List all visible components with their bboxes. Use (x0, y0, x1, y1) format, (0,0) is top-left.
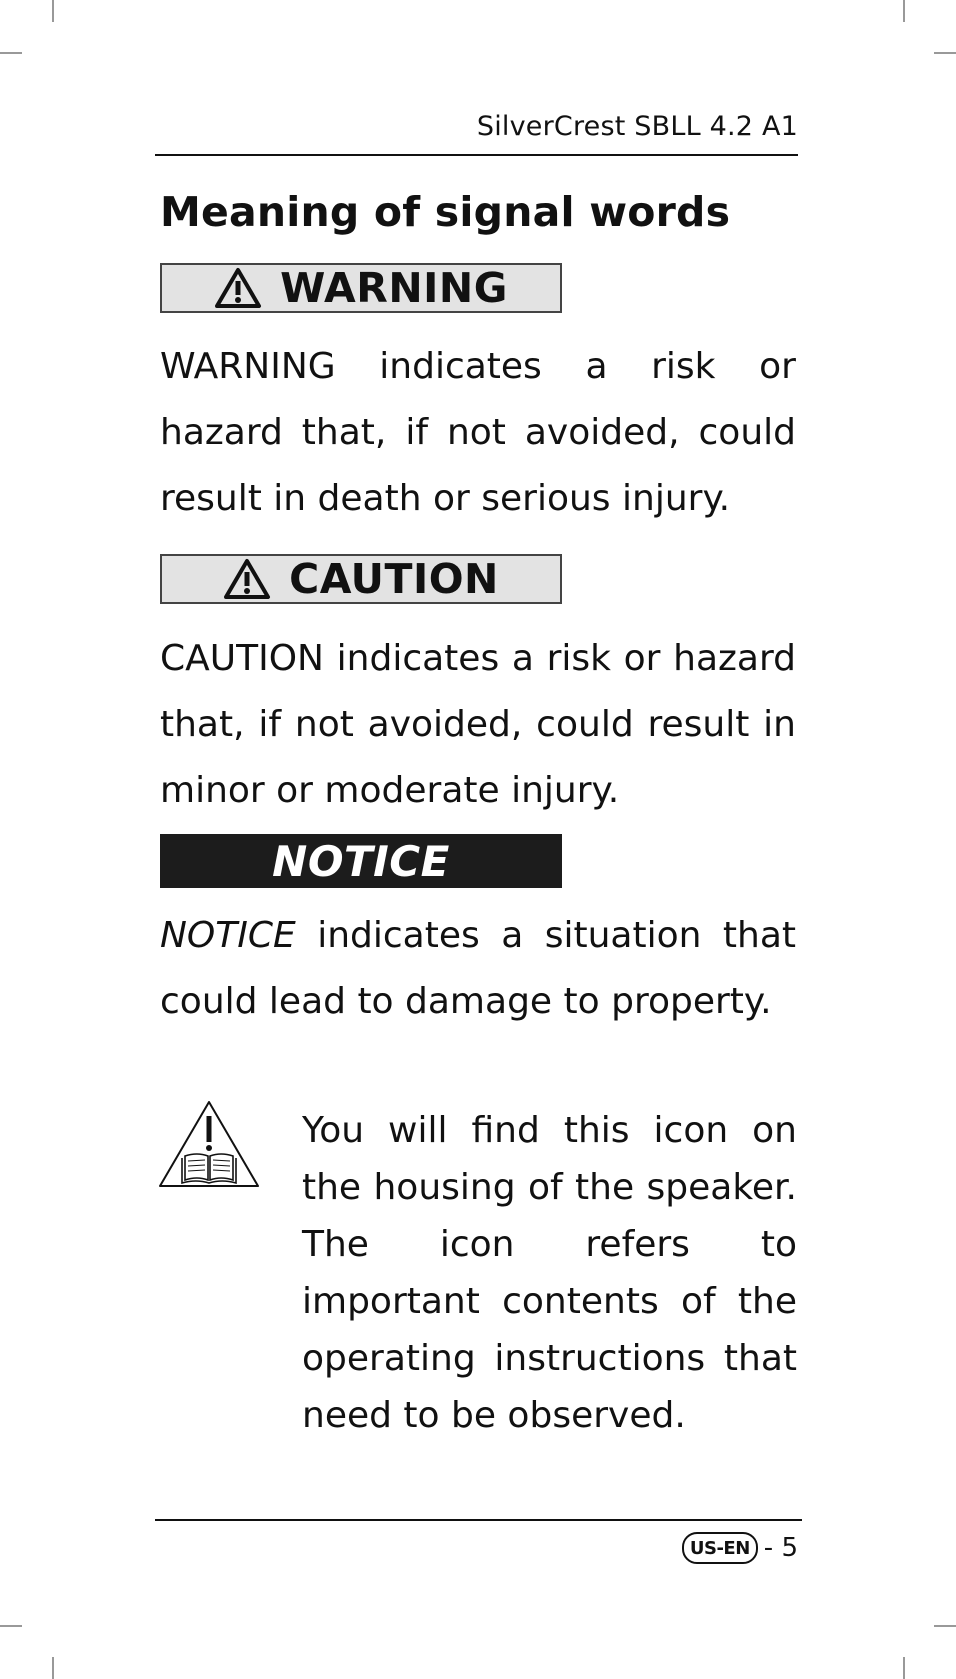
caution-label: CAUTION (289, 555, 499, 603)
warning-signal-box (160, 263, 562, 313)
language-badge: US-EN (682, 1532, 758, 1564)
crop-mark (0, 1625, 22, 1627)
notice-description-text: indicates a situation that could lead to damage to property. (160, 915, 796, 1022)
section-heading: Meaning of signal words (160, 188, 731, 236)
read-manual-warning-icon (158, 1100, 260, 1188)
notice-keyword: NOTICE (160, 915, 296, 956)
footer-rule (155, 1519, 802, 1521)
warning-label: WARNING (280, 264, 508, 312)
caution-signal-box (160, 554, 562, 604)
crop-mark (934, 1625, 956, 1627)
warning-triangle-icon (223, 558, 271, 600)
crop-mark (52, 0, 54, 22)
page-footer (682, 1532, 798, 1564)
caution-description: CAUTION indicates a risk or hazard that, if not avoided, could result in minor or moderate injury. (160, 638, 796, 811)
notice-signal-box (160, 834, 562, 888)
crop-mark (934, 52, 956, 54)
crop-mark (52, 1657, 54, 1679)
warning-description: WARNING indicates a risk or hazard that, if not avoided, could result in death or serious injury. (160, 346, 796, 519)
warning-triangle-icon (214, 267, 262, 309)
notice-description (160, 903, 796, 1035)
crop-mark (0, 52, 22, 54)
crop-mark (903, 1657, 905, 1679)
crop-mark (903, 0, 905, 22)
running-header: SilverCrest SBLL 4.2 A1 (476, 111, 798, 142)
notice-label: NOTICE (272, 836, 450, 886)
icon-note-text: You will find this icon on the housing of the speaker. The icon refers to important contents of the operating instructions that need to be observed. (302, 1110, 797, 1436)
header-rule (155, 154, 798, 156)
page-number: - 5 (763, 1533, 798, 1563)
